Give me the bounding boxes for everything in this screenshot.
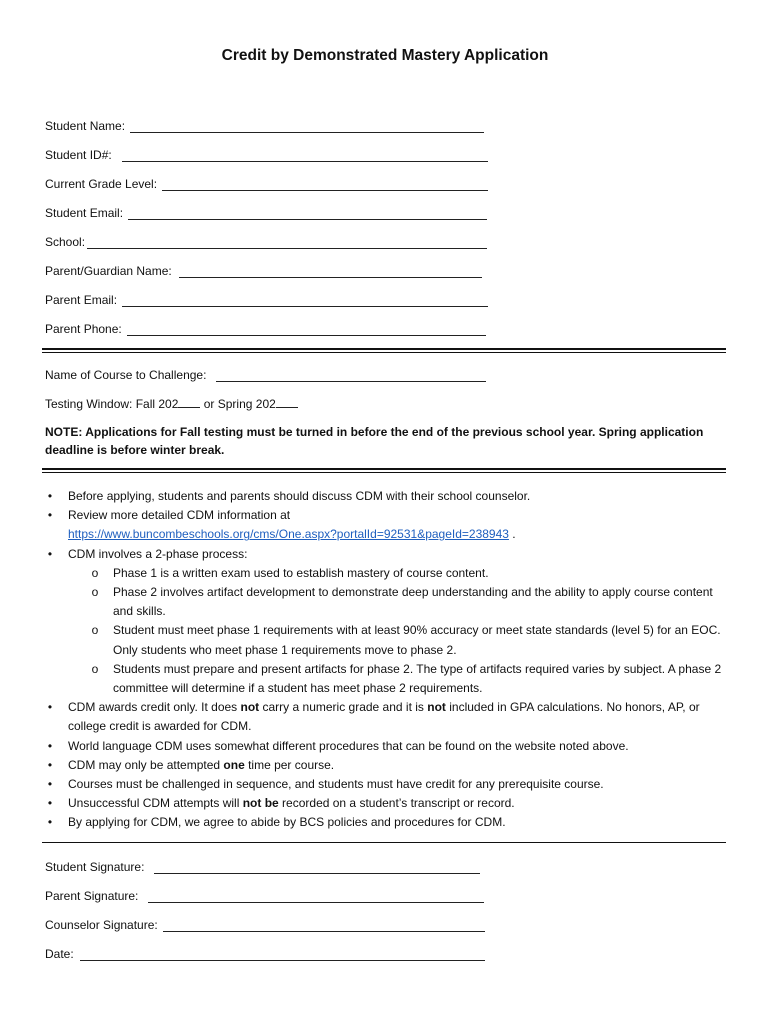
item-text: Before applying, students and parents should discuss CDM with their school counselor.	[68, 489, 531, 503]
counselor-signature-field[interactable]	[45, 916, 485, 932]
field-label: Student Email:	[45, 206, 124, 220]
emphasis: not be	[242, 796, 279, 811]
item-text: By applying for CDM, we agree to abide by BCS policies and procedures for CDM.	[68, 815, 506, 830]
student-signature-field[interactable]	[45, 858, 480, 874]
list-item	[45, 775, 735, 794]
grade-level-line[interactable]	[162, 179, 488, 191]
grade-level-field[interactable]	[45, 175, 488, 191]
course-line[interactable]	[216, 370, 486, 382]
cdm-info-link[interactable]: https://www.buncombeschools.org/cms/One.aspx?portalId=92531&pageId=238943	[68, 527, 509, 542]
list-item	[45, 487, 735, 506]
field-label: Parent Phone:	[45, 322, 122, 336]
circle-bullet-icon: o	[91, 661, 99, 676]
student-name-line[interactable]	[130, 121, 484, 133]
list-item	[45, 794, 735, 813]
student-id-field[interactable]	[45, 146, 488, 162]
emphasis: not	[240, 700, 260, 715]
list-item	[45, 756, 735, 775]
student-email-field[interactable]	[45, 204, 487, 220]
window-mid: or Spring 202	[200, 397, 276, 411]
counselor-signature-line[interactable]	[163, 920, 485, 932]
field-label: Counselor Signature:	[45, 918, 158, 932]
bullet-icon: •	[47, 757, 53, 772]
field-label: Parent/Guardian Name:	[45, 264, 172, 278]
field-label: Student Name:	[45, 119, 126, 133]
field-label: School:	[45, 235, 86, 249]
school-line[interactable]	[87, 237, 487, 249]
parent-signature-field[interactable]	[45, 887, 484, 903]
sub-list-item	[45, 660, 735, 698]
list-item	[45, 813, 735, 832]
student-signature-line[interactable]	[154, 862, 480, 874]
divider	[42, 468, 726, 473]
guardian-name-field[interactable]	[45, 262, 482, 278]
item-text: CDM awards credit only. It does	[68, 700, 241, 715]
circle-bullet-icon: o	[91, 585, 99, 600]
field-label: Current Grade Level:	[45, 177, 158, 191]
bullet-icon: •	[47, 738, 53, 753]
parent-email-field[interactable]	[45, 291, 488, 307]
item-text: Students must prepare and present artifacts for phase 2. The type of artifacts required varies by subject. A phase 2 committee will determine if a student has meet phase 2 requirements.	[113, 661, 722, 696]
spring-year-blank[interactable]	[276, 397, 298, 408]
field-label: Parent Signature:	[45, 889, 139, 903]
note-text: NOTE: Applications for Fall testing must be turned in before the end of the previous school year. Spring application deadline is before winter break.	[45, 425, 704, 457]
item-text: Student must meet phase 1 requirements with at least 90% accuracy or meet state standards (level 5) for an EOC. Only students who meet phase 1 requirements move to phase 2.	[113, 623, 721, 657]
school-field[interactable]	[45, 233, 487, 249]
date-field[interactable]	[45, 945, 485, 961]
sub-list-item	[45, 583, 735, 621]
guardian-name-line[interactable]	[179, 266, 482, 278]
testing-window-field[interactable]	[45, 395, 298, 411]
item-text: recorded on a student’s transcript or record.	[278, 796, 515, 811]
circle-bullet-icon: o	[91, 623, 99, 638]
emphasis: not	[427, 700, 446, 715]
item-text: included in GPA calculations. No honors, AP, or college credit is awarded for CDM.	[68, 700, 700, 734]
page-title: Credit by Demonstrated Mastery Application	[221, 47, 549, 64]
bullet-icon: •	[47, 489, 53, 503]
student-email-line[interactable]	[128, 208, 487, 220]
info-list	[45, 487, 735, 833]
list-item	[45, 737, 735, 756]
bullet-icon: •	[47, 700, 53, 715]
sub-list-item	[45, 564, 735, 583]
parent-signature-line[interactable]	[148, 891, 484, 903]
bullet-icon: •	[47, 508, 53, 523]
date-line[interactable]	[80, 949, 485, 961]
field-label: Date:	[45, 947, 74, 961]
item-text: CDM may only be attempted	[68, 757, 224, 772]
window-prefix: Testing Window: Fall 202	[45, 397, 179, 411]
parent-phone-field[interactable]	[45, 320, 486, 336]
fall-year-blank[interactable]	[178, 397, 200, 408]
student-name-field[interactable]	[45, 117, 484, 133]
item-text: CDM involves a 2-phase process:	[68, 546, 248, 561]
parent-email-line[interactable]	[122, 295, 488, 307]
item-text: Courses must be challenged in sequence, and students must have credit for any prerequisite course.	[68, 777, 604, 792]
bullet-icon: •	[47, 815, 53, 830]
emphasis: one	[223, 757, 245, 772]
bullet-icon: •	[47, 777, 53, 792]
item-text: World language CDM uses somewhat different procedures that can be found on the website noted above.	[68, 738, 629, 753]
field-label: Name of Course to Challenge:	[45, 368, 207, 382]
item-text: Phase 2 involves artifact development to demonstrate deep understanding and the ability to apply course content and skills.	[113, 585, 713, 619]
field-label: Student Signature:	[45, 860, 145, 874]
sub-list-item	[45, 621, 735, 659]
field-label: Student ID#:	[45, 148, 112, 162]
list-item	[45, 506, 735, 544]
parent-phone-line[interactable]	[127, 324, 486, 336]
course-field[interactable]	[45, 366, 486, 382]
circle-bullet-icon: o	[91, 565, 99, 580]
student-id-line[interactable]	[122, 150, 488, 162]
testing-window-text	[45, 397, 298, 411]
item-text: Phase 1 is a written exam used to establish mastery of course content.	[113, 565, 489, 580]
list-item	[45, 545, 735, 564]
item-text: Unsuccessful CDM attempts will	[68, 796, 243, 811]
bullet-icon: •	[47, 546, 53, 561]
divider	[42, 842, 726, 843]
divider	[42, 348, 726, 353]
item-text: carry a numeric grade and it is	[259, 700, 428, 715]
item-text: .	[508, 527, 516, 542]
bullet-icon: •	[47, 796, 53, 811]
item-text: Review more detailed CDM information at	[68, 508, 291, 523]
field-label: Parent Email:	[45, 293, 118, 307]
list-item	[45, 698, 735, 736]
item-text: time per course.	[244, 757, 335, 772]
